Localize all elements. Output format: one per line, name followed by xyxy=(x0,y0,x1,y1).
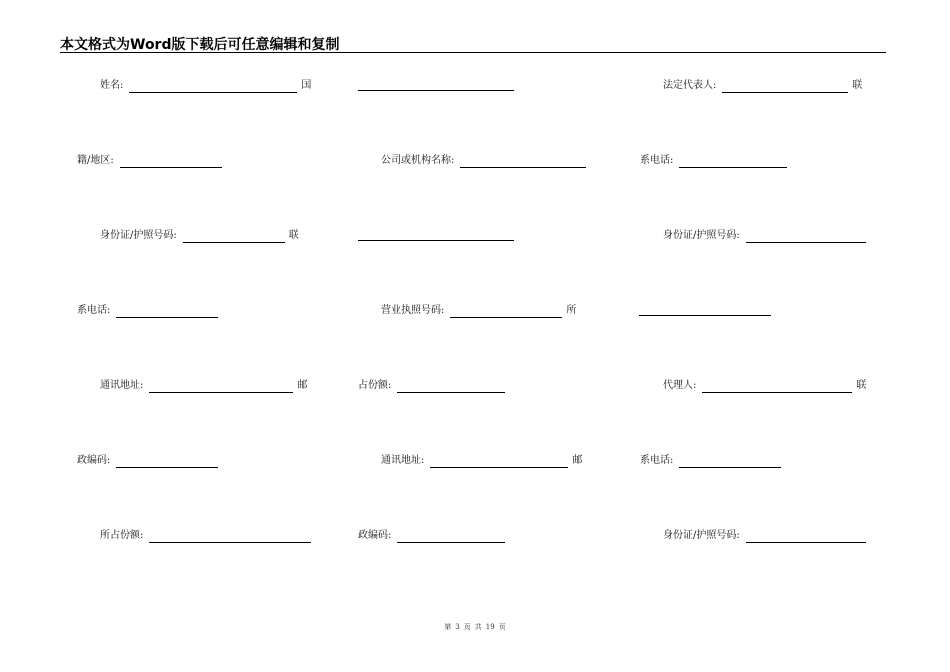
field-label: 政编码: xyxy=(358,530,392,541)
footer-page-number: 3 xyxy=(455,623,460,631)
field-suffix: 联 xyxy=(288,230,299,241)
field-postal-code xyxy=(77,454,222,468)
field-suffix: 所 xyxy=(566,305,577,316)
blank-line[interactable] xyxy=(149,531,311,543)
header-divider xyxy=(60,52,886,53)
field-label: 身份证/护照号码: xyxy=(100,230,177,241)
field-label: 通讯地址: xyxy=(100,380,144,391)
field-postal-code xyxy=(358,529,509,543)
field-label: 身份证/护照号码: xyxy=(663,530,740,541)
field-mailing-address xyxy=(381,454,582,468)
field-suffix: 邮 xyxy=(297,380,308,391)
blank-line[interactable] xyxy=(639,304,771,316)
field-company-name xyxy=(381,154,590,168)
field-label: 系电话: xyxy=(640,155,674,166)
document-header-title: 本文格式为Word版下载后可任意编辑和复制 xyxy=(60,37,340,53)
blank-line[interactable] xyxy=(746,231,866,243)
field-label: 系电话: xyxy=(640,455,674,466)
field-label: 代理人: xyxy=(663,380,697,391)
blank-line[interactable] xyxy=(183,231,285,243)
blank-line[interactable] xyxy=(722,81,848,93)
footer-of: 共 xyxy=(474,623,482,631)
field-label: 法定代表人: xyxy=(663,80,717,91)
field-label: 身份证/护照号码: xyxy=(663,230,740,241)
blank-line[interactable] xyxy=(116,306,218,318)
blank-line[interactable] xyxy=(149,381,293,393)
field-mailing-address xyxy=(100,379,307,393)
footer-total-pages: 19 xyxy=(485,623,495,631)
blank-line[interactable] xyxy=(460,156,586,168)
footer-page-word: 页 xyxy=(463,623,471,631)
blank-line[interactable] xyxy=(746,531,866,543)
field-id-passport xyxy=(100,229,299,243)
blank-line[interactable] xyxy=(397,531,505,543)
field-label: 所占份额: xyxy=(100,530,144,541)
field-suffix: 国 xyxy=(301,80,312,91)
field-label: 占份额: xyxy=(358,380,392,391)
field-suffix: 邮 xyxy=(572,455,583,466)
field-label: 政编码: xyxy=(77,455,111,466)
blank-line[interactable] xyxy=(129,81,297,93)
field-label: 通讯地址: xyxy=(381,455,425,466)
blank-line[interactable] xyxy=(430,456,568,468)
field-label: 籍/地区: xyxy=(77,155,114,166)
blank-line[interactable] xyxy=(358,79,514,91)
field-label: 公司或机构名称: xyxy=(381,155,455,166)
field-phone xyxy=(640,454,785,468)
blank-line[interactable] xyxy=(679,456,781,468)
field-phone xyxy=(640,154,791,168)
blank-line[interactable] xyxy=(358,229,514,241)
field-legal-representative xyxy=(663,79,862,93)
field-name xyxy=(100,79,311,93)
field-phone xyxy=(77,304,222,318)
field-nationality xyxy=(77,154,226,168)
blank-line[interactable] xyxy=(450,306,562,318)
field-label: 系电话: xyxy=(77,305,111,316)
field-id-passport xyxy=(663,529,870,543)
field-suffix: 联 xyxy=(856,380,867,391)
blank-line[interactable] xyxy=(702,381,852,393)
blank-line[interactable] xyxy=(120,156,222,168)
footer-suffix: 页 xyxy=(498,623,506,631)
field-blank xyxy=(352,79,518,91)
blank-line[interactable] xyxy=(116,456,218,468)
field-label: 姓名: xyxy=(100,80,124,91)
page-footer xyxy=(0,622,950,632)
field-business-license xyxy=(381,304,576,318)
field-share-held xyxy=(100,529,315,543)
field-blank xyxy=(633,304,775,316)
field-label: 营业执照号码: xyxy=(381,305,445,316)
field-blank xyxy=(352,229,518,241)
field-agent xyxy=(663,379,866,393)
blank-line[interactable] xyxy=(679,156,787,168)
footer-prefix: 第 xyxy=(444,623,452,631)
field-share xyxy=(358,379,509,393)
field-id-passport xyxy=(663,229,870,243)
blank-line[interactable] xyxy=(397,381,505,393)
field-suffix: 联 xyxy=(852,80,863,91)
